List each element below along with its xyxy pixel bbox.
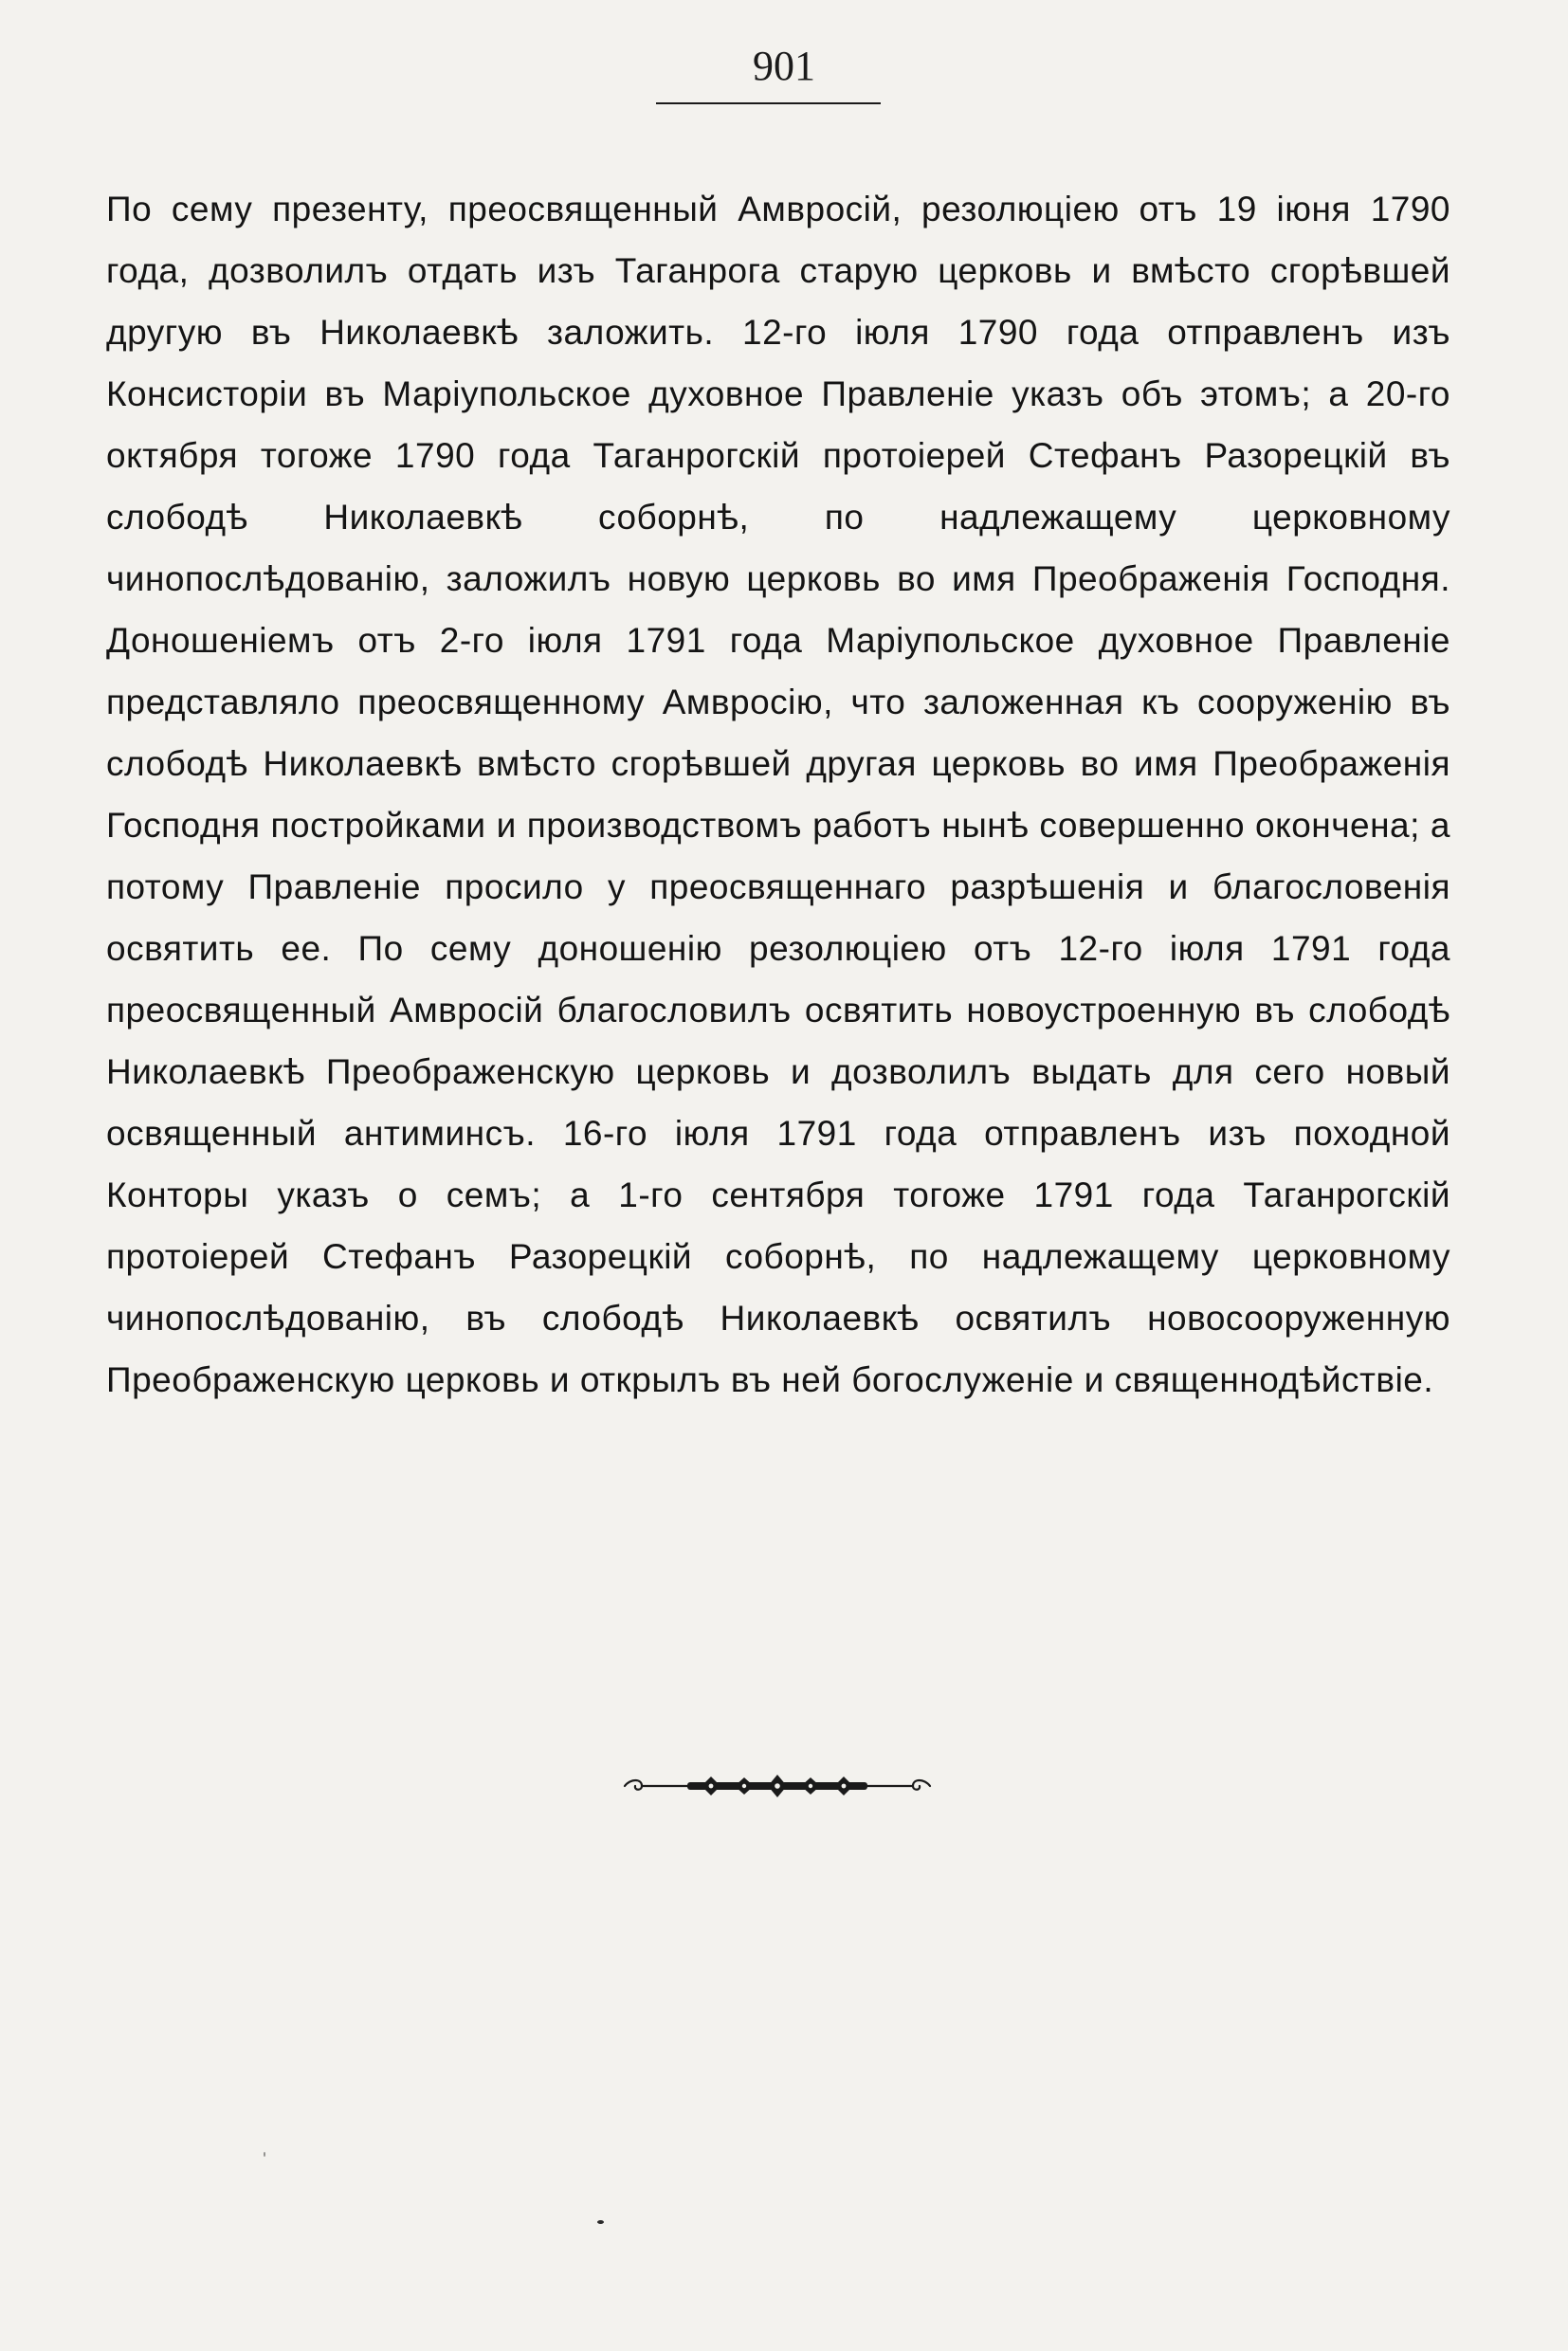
page-header [0,43,1568,97]
decorative-tailpiece-icon [621,1773,934,1797]
page-number: 901 [753,43,815,89]
page-number-rule [656,102,881,104]
body-paragraph: По сему презенту, преосвященный Амвросій, резолюціею отъ 19 іюня 1790 года, дозволилъ отдать изъ Таганрога старую церковь и вмѣсто сгорѣвшей другую въ Николаевкѣ заложить. 12-го іюля 1790 года отправленъ изъ Консисторіи въ Маріупольское духовное Правленіе указъ объ этомъ; а 20-го октября тогоже 1790 года Таганрогскій протоіерей Стефанъ Разорецкій въ слободѣ Николаевкѣ соборнѣ, по надлежащему церковному чинопослѣдованію, заложилъ новую церковь во имя Преображенія Господня. Доношеніемъ отъ 2-го іюля 1791 года Маріупольское духовное Правленіе представляло преосвященному Амвросію, что заложенная къ сооруженію въ слободѣ Николаевкѣ вмѣсто сгорѣвшей другая церковь во имя Преображенія Господня постройками и производствомъ работъ нынѣ совершенно окончена; а потому Правленіе просило у преосвященнаго разрѣшенія и благословенія освятить ее. По сему доношенію резолюціею отъ 12-го іюля 1791 года преосвященный Амвросій благословилъ освятить новоустроенную въ слободѣ Николаевкѣ Преображенскую церковь и дозволилъ выдать для сего новый освященный антиминсъ. 16-го іюля 1791 года отправленъ изъ походной Конторы указъ о семъ; а 1-го сентября тогоже 1791 года Таганрогскій протоіерей Стефанъ Разорецкій соборнѣ, по надлежащему церковному чинопослѣдованію, въ слободѣ Николаевкѣ освятилъ новосооруженную Преображенскую церковь и открылъ въ ней богослуженіе и священнодѣйствіе. [106,190,1450,1399]
paper-speck [597,2220,604,2224]
paper-speck [264,2152,265,2157]
